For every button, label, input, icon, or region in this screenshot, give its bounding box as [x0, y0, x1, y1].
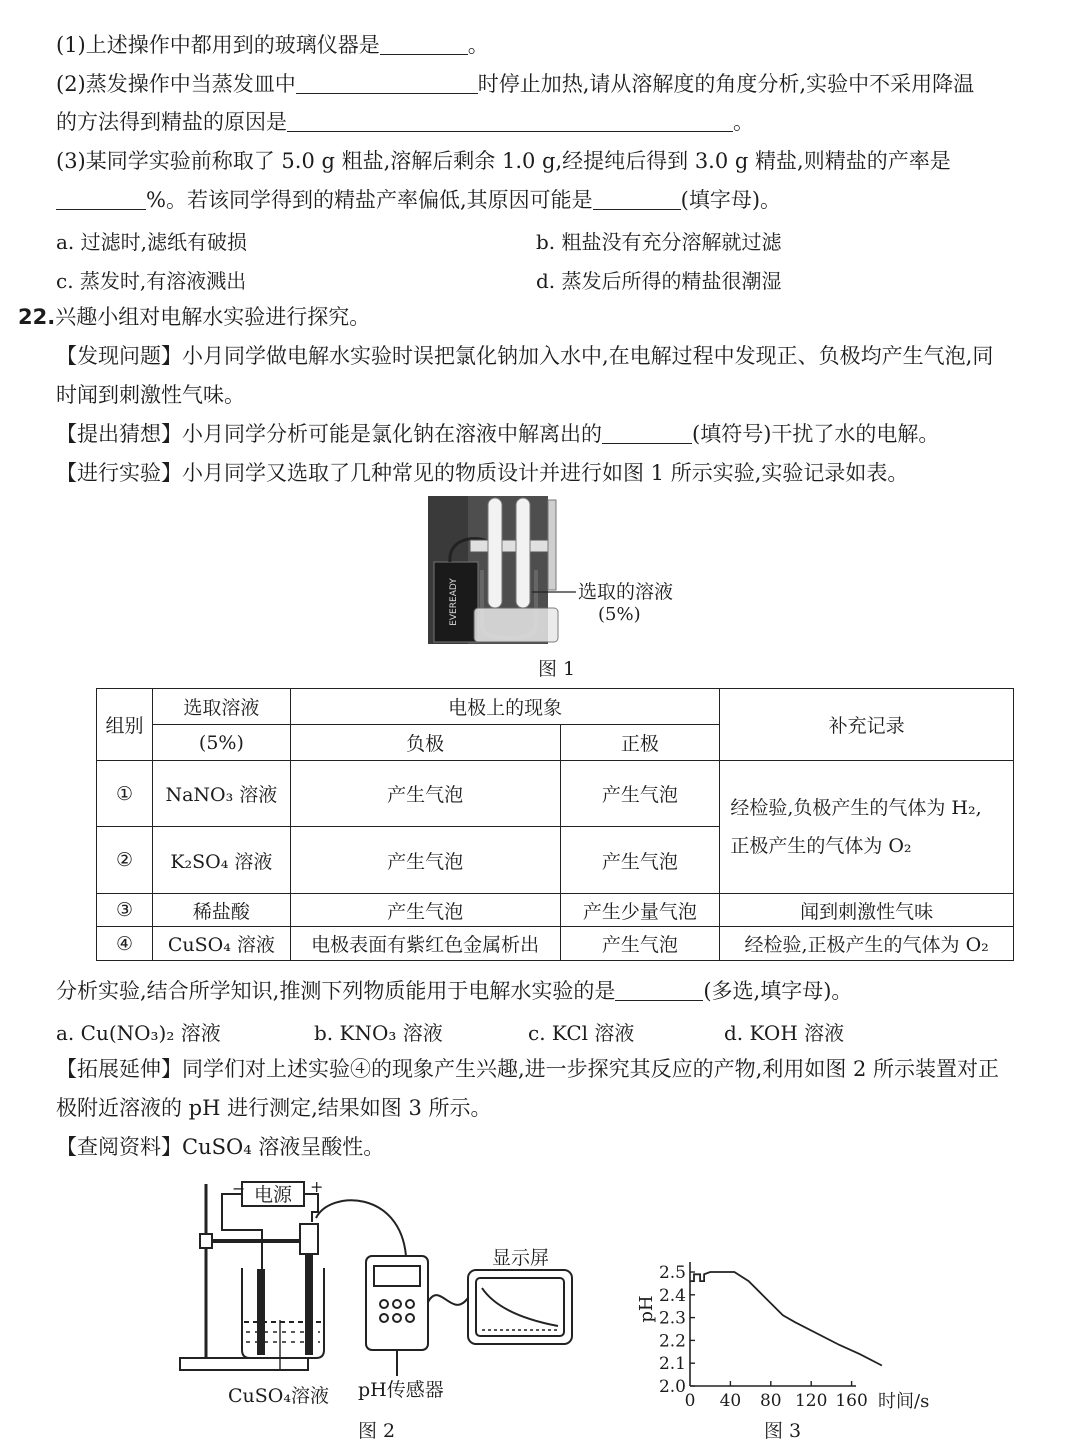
test-tube-right [516, 498, 530, 608]
q22-experiment: 【进行实验】小月同学又选取了几种常见的物质设计并进行如图 1 所示实验,实验记录如表。 [56, 461, 909, 485]
q21-part3b [56, 187, 781, 213]
sensor-label: pH传感器 [358, 1379, 444, 1401]
screen-cable [428, 1295, 468, 1305]
y-tick-label: 2.3 [658, 1308, 686, 1329]
q21-part1-text: (1)上述操作中都用到的玻璃仪器是 [56, 33, 380, 57]
header-group: 组别 [97, 689, 153, 761]
header-phenomenon: 电极上的现象 [290, 689, 719, 725]
y-tick-label: 2.5 [658, 1263, 686, 1283]
q21-part3b-text: %。若该同学得到的精盐产率偏低,其原因可能是 [146, 188, 593, 212]
q21-option-c: c. 蒸发时,有溶液溅出 [56, 269, 247, 293]
q21-part2b-end: 。 [733, 110, 754, 134]
y-axis-label: pH [636, 1295, 657, 1323]
x-tick-label: 160 [835, 1391, 868, 1411]
row-id: ③ [97, 894, 153, 927]
battery-brand: EVEREADY [449, 578, 459, 626]
q22-option-b: b. KNO₃ 溶液 [314, 1021, 443, 1045]
row-note: 经检验,正极产生的气体为 O₂ [720, 927, 1014, 961]
q21-part2-text: (2)蒸发操作中当蒸发皿中 [56, 72, 296, 96]
blank[interactable] [615, 980, 703, 1001]
blank[interactable] [287, 111, 733, 132]
blank[interactable] [593, 189, 681, 210]
plus-sign: + [310, 1177, 324, 1196]
blank[interactable] [380, 34, 468, 55]
q22-guess-end: (填符号)干扰了水的电解。 [692, 422, 940, 446]
row-negative: 产生气泡 [290, 894, 560, 927]
table-row [97, 927, 1014, 961]
electrode-clamp [300, 1224, 318, 1254]
screen-label: 显示屏 [492, 1247, 550, 1269]
y-tick-label: 2.1 [658, 1354, 686, 1375]
q21-part1 [56, 32, 489, 58]
x-tick-label: 40 [719, 1391, 742, 1411]
q22-analysis-end: (多选,填字母)。 [703, 979, 853, 1003]
q22-title: 兴趣小组对电解水实验进行探究。 [55, 305, 371, 329]
table-row [97, 894, 1014, 927]
q22-analysis [56, 978, 852, 1004]
display-screen [468, 1270, 572, 1344]
stand-base [180, 1358, 308, 1370]
chart-series [690, 1272, 882, 1366]
power-label: 电源 [253, 1184, 293, 1206]
chart-ticks [636, 1263, 929, 1412]
q22-discover-line1: 【发现问题】小月同学做电解水实验时误把氯化钠加入水中,在电解过程中发现正、负极均产生气泡,同 [56, 344, 994, 368]
merged-note-line2: 正极产生的气体为 O₂ [730, 835, 912, 857]
x-tick-label: 80 [759, 1391, 782, 1411]
row-positive: 产生气泡 [560, 761, 720, 827]
meter-display [374, 1266, 420, 1286]
electrode-negative [258, 1270, 264, 1354]
minus-sign: − [232, 1179, 246, 1198]
q22-guess-text: 【提出猜想】小月同学分析可能是氯化钠在溶液中解离出的 [56, 422, 602, 446]
figure-1-caption: 图 1 [538, 658, 576, 680]
clamp [548, 500, 556, 590]
blank[interactable] [602, 423, 692, 444]
merged-note [720, 761, 1014, 894]
q22-analysis-text: 分析实验,结合所学知识,推测下列物质能用于电解水实验的是 [56, 979, 616, 1003]
q21-option-d: d. 蒸发后所得的精盐很潮湿 [536, 269, 782, 293]
row-note: 闻到刺激性气味 [720, 894, 1014, 927]
q21-option-a: a. 过滤时,滤纸有破损 [56, 230, 247, 254]
row-id: ④ [97, 927, 153, 961]
chart-axes [690, 1262, 856, 1386]
figure-1-apparatus [420, 490, 710, 650]
q22-guess [56, 421, 939, 447]
table-row [97, 761, 1014, 827]
row-solution: 稀盐酸 [152, 894, 290, 927]
q21-part3b-end: (填字母)。 [680, 188, 782, 212]
q21-part2 [56, 71, 974, 97]
row-positive: 产生少量气泡 [560, 894, 720, 927]
q22-discover-line2: 时闻到刺激性气味。 [56, 383, 245, 407]
solution-label: CuSO₄溶液 [228, 1385, 329, 1407]
ph-series-line [690, 1272, 882, 1366]
header-solution-percent: (5%) [152, 725, 290, 761]
figure-3-ph-chart [630, 1248, 950, 1414]
q22-option-c: c. KCl 溶液 [528, 1021, 635, 1045]
q22-heading [18, 304, 370, 330]
header-negative: 负极 [290, 725, 560, 761]
fig1-label-percent: (5%) [598, 604, 641, 625]
figure-2-caption: 图 2 [358, 1420, 396, 1442]
row-solution: CuSO₄ 溶液 [152, 927, 290, 961]
row-id: ① [97, 761, 153, 827]
row-negative: 产生气泡 [290, 761, 560, 827]
header-positive: 正极 [560, 725, 720, 761]
y-tick-label: 2.0 [658, 1377, 686, 1397]
q21-part3: (3)某同学实验前称取了 5.0 g 粗盐,溶解后剩余 1.0 g,经提纯后得到 3.0 g 精盐,则精盐的产率是 [56, 149, 951, 173]
header-note: 补充记录 [720, 689, 1014, 761]
electrode-positive [306, 1254, 312, 1354]
q21-part2-text2: 时停止加热,请从溶解度的角度分析,实验中不采用降温 [477, 72, 975, 96]
row-solution: NaNO₃ 溶液 [152, 761, 290, 827]
blank[interactable] [296, 73, 478, 94]
figure-3-caption: 图 3 [764, 1420, 802, 1442]
figure-2-diagram [170, 1170, 590, 1440]
x-tick-label: 120 [794, 1391, 828, 1411]
row-id: ② [97, 827, 153, 894]
stand-bar [470, 540, 550, 552]
q22-option-a: a. Cu(NO₃)₂ 溶液 [56, 1021, 221, 1045]
q22-extend-line2: 极附近溶液的 pH 进行测定,结果如图 3 所示。 [56, 1096, 492, 1120]
clamp-holder [200, 1234, 212, 1248]
x-tick-label: 0 [684, 1391, 696, 1411]
merged-note-line1: 经检验,负极产生的气体为 H₂, [730, 797, 982, 819]
row-positive: 产生气泡 [560, 927, 720, 961]
row-solution: K₂SO₄ 溶液 [152, 827, 290, 894]
question-number: 22. [18, 305, 56, 329]
q21-part1-end: 。 [467, 33, 489, 57]
experiment-table [96, 688, 1014, 961]
x-axis-label: 时间/s [878, 1391, 930, 1412]
blank[interactable] [56, 189, 146, 210]
q21-part2b-text: 的方法得到精盐的原因是 [56, 110, 287, 134]
q22-option-d: d. KOH 溶液 [724, 1021, 845, 1045]
sensor-cable [316, 1200, 406, 1256]
beaker [474, 608, 558, 642]
q22-extend-line1: 【拓展延伸】同学们对上述实验④的现象产生兴趣,进一步探究其反应的产物,利用如图 2 所示装置对正 [56, 1057, 1000, 1081]
header-solution: 选取溶液 [152, 689, 290, 725]
y-tick-label: 2.4 [658, 1285, 686, 1306]
row-positive: 产生气泡 [560, 827, 720, 894]
y-tick-label: 2.2 [658, 1331, 686, 1352]
q21-option-b: b. 粗盐没有充分溶解就过滤 [536, 230, 782, 254]
q21-part2b [56, 109, 754, 135]
test-tube-left [488, 498, 502, 608]
fig1-label: 选取的溶液 [578, 581, 674, 603]
row-negative: 产生气泡 [290, 827, 560, 894]
q22-lookup: 【查阅资料】CuSO₄ 溶液呈酸性。 [56, 1135, 385, 1159]
row-negative: 电极表面有紫红色金属析出 [290, 927, 560, 961]
